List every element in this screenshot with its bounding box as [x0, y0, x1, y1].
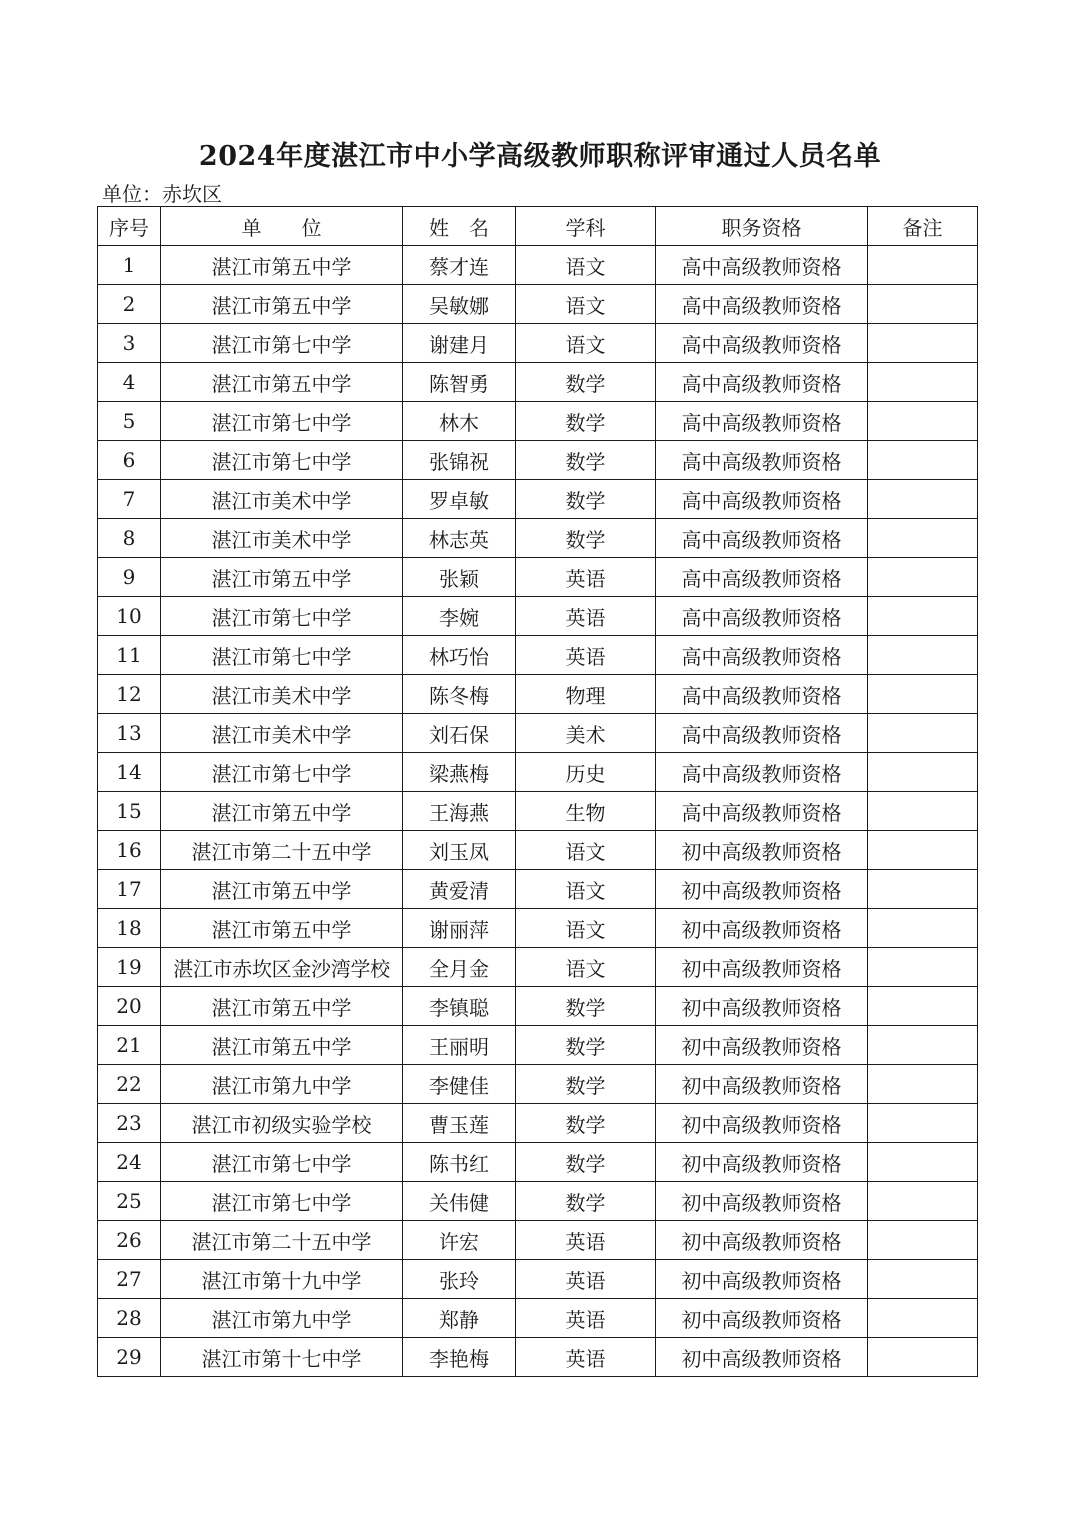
cell-subject: 数学 — [516, 1143, 656, 1182]
cell-qualification: 初中高级教师资格 — [656, 1338, 868, 1377]
cell-name: 曹玉莲 — [403, 1104, 516, 1143]
table-row — [98, 1260, 978, 1299]
table-row — [98, 402, 978, 441]
cell-name: 张锦祝 — [403, 441, 516, 480]
cell-name: 林木 — [403, 402, 516, 441]
cell-note — [868, 792, 978, 831]
table-row — [98, 519, 978, 558]
cell-no: 21 — [98, 1026, 161, 1065]
cell-unit: 湛江市第五中学 — [161, 792, 403, 831]
cell-qualification: 高中高级教师资格 — [656, 753, 868, 792]
cell-qualification: 初中高级教师资格 — [656, 1026, 868, 1065]
cell-qualification: 高中高级教师资格 — [656, 558, 868, 597]
cell-qualification: 高中高级教师资格 — [656, 402, 868, 441]
cell-name: 罗卓敏 — [403, 480, 516, 519]
cell-qualification: 初中高级教师资格 — [656, 1260, 868, 1299]
cell-no: 13 — [98, 714, 161, 753]
cell-note — [868, 402, 978, 441]
cell-unit: 湛江市第五中学 — [161, 285, 403, 324]
table-row — [98, 1065, 978, 1104]
table-row — [98, 948, 978, 987]
table-row — [98, 597, 978, 636]
cell-qualification: 初中高级教师资格 — [656, 948, 868, 987]
cell-qualification: 初中高级教师资格 — [656, 1143, 868, 1182]
cell-unit: 湛江市第五中学 — [161, 909, 403, 948]
cell-name: 李镇聪 — [403, 987, 516, 1026]
cell-name: 吴敏娜 — [403, 285, 516, 324]
cell-subject: 英语 — [516, 1299, 656, 1338]
cell-subject: 语文 — [516, 324, 656, 363]
header-name: 姓 名 — [403, 207, 516, 246]
cell-subject: 语文 — [516, 909, 656, 948]
cell-name: 林志英 — [403, 519, 516, 558]
cell-name: 黄爱清 — [403, 870, 516, 909]
cell-note — [868, 597, 978, 636]
cell-name: 全月金 — [403, 948, 516, 987]
cell-subject: 英语 — [516, 1338, 656, 1377]
cell-no: 25 — [98, 1182, 161, 1221]
cell-unit: 湛江市第七中学 — [161, 1182, 403, 1221]
cell-name: 李艳梅 — [403, 1338, 516, 1377]
cell-unit: 湛江市第七中学 — [161, 324, 403, 363]
cell-qualification: 初中高级教师资格 — [656, 1299, 868, 1338]
cell-no: 3 — [98, 324, 161, 363]
table-row — [98, 870, 978, 909]
cell-qualification: 初中高级教师资格 — [656, 1065, 868, 1104]
cell-unit: 湛江市初级实验学校 — [161, 1104, 403, 1143]
table-row — [98, 1026, 978, 1065]
table-row — [98, 675, 978, 714]
cell-note — [868, 324, 978, 363]
cell-name: 谢丽萍 — [403, 909, 516, 948]
cell-unit: 湛江市第九中学 — [161, 1065, 403, 1104]
cell-no: 9 — [98, 558, 161, 597]
cell-subject: 数学 — [516, 441, 656, 480]
cell-name: 李婉 — [403, 597, 516, 636]
cell-name: 李健佳 — [403, 1065, 516, 1104]
unit-label: 单位：赤坎区 — [102, 182, 222, 206]
cell-subject: 数学 — [516, 1182, 656, 1221]
cell-qualification: 高中高级教师资格 — [656, 636, 868, 675]
cell-note — [868, 363, 978, 402]
cell-unit: 湛江市第十七中学 — [161, 1338, 403, 1377]
cell-subject: 历史 — [516, 753, 656, 792]
cell-name: 刘石保 — [403, 714, 516, 753]
cell-name: 陈冬梅 — [403, 675, 516, 714]
cell-name: 陈书红 — [403, 1143, 516, 1182]
cell-note — [868, 285, 978, 324]
cell-unit: 湛江市赤坎区金沙湾学校 — [161, 948, 403, 987]
cell-no: 15 — [98, 792, 161, 831]
cell-name: 谢建月 — [403, 324, 516, 363]
cell-name: 梁燕梅 — [403, 753, 516, 792]
cell-subject: 英语 — [516, 597, 656, 636]
cell-subject: 数学 — [516, 1104, 656, 1143]
cell-qualification: 初中高级教师资格 — [656, 870, 868, 909]
cell-qualification: 高中高级教师资格 — [656, 480, 868, 519]
cell-name: 刘玉凤 — [403, 831, 516, 870]
cell-note — [868, 753, 978, 792]
cell-unit: 湛江市第二十五中学 — [161, 831, 403, 870]
cell-no: 16 — [98, 831, 161, 870]
cell-qualification: 高中高级教师资格 — [656, 324, 868, 363]
cell-no: 10 — [98, 597, 161, 636]
table-row — [98, 480, 978, 519]
cell-qualification: 高中高级教师资格 — [656, 285, 868, 324]
cell-unit: 湛江市第五中学 — [161, 558, 403, 597]
cell-no: 19 — [98, 948, 161, 987]
cell-subject: 数学 — [516, 1026, 656, 1065]
cell-unit: 湛江市美术中学 — [161, 714, 403, 753]
teacher-roster-table — [97, 206, 978, 1377]
cell-name: 王海燕 — [403, 792, 516, 831]
cell-subject: 语文 — [516, 285, 656, 324]
cell-no: 6 — [98, 441, 161, 480]
cell-no: 22 — [98, 1065, 161, 1104]
cell-unit: 湛江市第七中学 — [161, 597, 403, 636]
cell-note — [868, 1065, 978, 1104]
cell-note — [868, 831, 978, 870]
table-row — [98, 363, 978, 402]
cell-no: 24 — [98, 1143, 161, 1182]
cell-subject: 英语 — [516, 636, 656, 675]
cell-note — [868, 1299, 978, 1338]
cell-note — [868, 675, 978, 714]
cell-qualification: 初中高级教师资格 — [656, 831, 868, 870]
cell-qualification: 高中高级教师资格 — [656, 675, 868, 714]
cell-no: 17 — [98, 870, 161, 909]
table-row — [98, 909, 978, 948]
cell-qualification: 高中高级教师资格 — [656, 441, 868, 480]
cell-name: 蔡才连 — [403, 246, 516, 285]
cell-name: 王丽明 — [403, 1026, 516, 1065]
cell-note — [868, 480, 978, 519]
cell-qualification: 初中高级教师资格 — [656, 1221, 868, 1260]
cell-subject: 语文 — [516, 948, 656, 987]
cell-no: 2 — [98, 285, 161, 324]
cell-note — [868, 1260, 978, 1299]
table-row — [98, 1104, 978, 1143]
cell-no: 8 — [98, 519, 161, 558]
table-row — [98, 987, 978, 1026]
cell-unit: 湛江市第五中学 — [161, 870, 403, 909]
cell-subject: 数学 — [516, 987, 656, 1026]
cell-no: 4 — [98, 363, 161, 402]
table-row — [98, 1338, 978, 1377]
cell-no: 23 — [98, 1104, 161, 1143]
cell-note — [868, 1026, 978, 1065]
cell-subject: 数学 — [516, 519, 656, 558]
cell-unit: 湛江市第五中学 — [161, 363, 403, 402]
cell-subject: 物理 — [516, 675, 656, 714]
cell-unit: 湛江市美术中学 — [161, 519, 403, 558]
cell-subject: 英语 — [516, 558, 656, 597]
cell-note — [868, 1221, 978, 1260]
cell-qualification: 高中高级教师资格 — [656, 714, 868, 753]
cell-note — [868, 441, 978, 480]
table-row — [98, 441, 978, 480]
cell-unit: 湛江市第五中学 — [161, 987, 403, 1026]
header-note: 备注 — [868, 207, 978, 246]
cell-no: 28 — [98, 1299, 161, 1338]
cell-no: 7 — [98, 480, 161, 519]
table-row — [98, 831, 978, 870]
table-row — [98, 1299, 978, 1338]
cell-note — [868, 714, 978, 753]
cell-unit: 湛江市第七中学 — [161, 1143, 403, 1182]
cell-qualification: 高中高级教师资格 — [656, 363, 868, 402]
cell-unit: 湛江市美术中学 — [161, 675, 403, 714]
cell-note — [868, 870, 978, 909]
cell-name: 关伟健 — [403, 1182, 516, 1221]
cell-subject: 语文 — [516, 246, 656, 285]
table-row — [98, 1221, 978, 1260]
cell-qualification: 初中高级教师资格 — [656, 909, 868, 948]
cell-no: 12 — [98, 675, 161, 714]
cell-note — [868, 1143, 978, 1182]
cell-note — [868, 519, 978, 558]
cell-subject: 语文 — [516, 831, 656, 870]
cell-no: 1 — [98, 246, 161, 285]
cell-name: 张颖 — [403, 558, 516, 597]
table-row — [98, 1182, 978, 1221]
cell-subject: 数学 — [516, 402, 656, 441]
table-header-row — [98, 207, 978, 246]
cell-name: 林巧怡 — [403, 636, 516, 675]
cell-name: 陈智勇 — [403, 363, 516, 402]
table-row — [98, 753, 978, 792]
cell-unit: 湛江市第二十五中学 — [161, 1221, 403, 1260]
cell-no: 14 — [98, 753, 161, 792]
cell-no: 29 — [98, 1338, 161, 1377]
table-row — [98, 558, 978, 597]
cell-qualification: 初中高级教师资格 — [656, 987, 868, 1026]
cell-qualification: 初中高级教师资格 — [656, 1104, 868, 1143]
document-title: 2024年度湛江市中小学高级教师职称评审通过人员名单 — [198, 141, 882, 172]
cell-no: 5 — [98, 402, 161, 441]
header-subject: 学科 — [516, 207, 656, 246]
table-body — [98, 246, 978, 1377]
cell-no: 18 — [98, 909, 161, 948]
cell-note — [868, 948, 978, 987]
cell-unit: 湛江市第五中学 — [161, 246, 403, 285]
cell-note — [868, 636, 978, 675]
table-row — [98, 285, 978, 324]
cell-subject: 数学 — [516, 1065, 656, 1104]
cell-note — [868, 558, 978, 597]
header-qualification: 职务资格 — [656, 207, 868, 246]
cell-name: 张玲 — [403, 1260, 516, 1299]
cell-note — [868, 909, 978, 948]
table-row — [98, 792, 978, 831]
cell-qualification: 高中高级教师资格 — [656, 792, 868, 831]
cell-note — [868, 1182, 978, 1221]
header-no: 序号 — [98, 207, 161, 246]
cell-subject: 美术 — [516, 714, 656, 753]
cell-no: 27 — [98, 1260, 161, 1299]
cell-qualification: 高中高级教师资格 — [656, 597, 868, 636]
cell-no: 26 — [98, 1221, 161, 1260]
cell-note — [868, 1338, 978, 1377]
cell-no: 11 — [98, 636, 161, 675]
cell-subject: 英语 — [516, 1260, 656, 1299]
cell-unit: 湛江市第十九中学 — [161, 1260, 403, 1299]
cell-name: 郑静 — [403, 1299, 516, 1338]
table-row — [98, 636, 978, 675]
cell-note — [868, 246, 978, 285]
cell-subject: 语文 — [516, 870, 656, 909]
cell-no: 20 — [98, 987, 161, 1026]
cell-note — [868, 987, 978, 1026]
cell-unit: 湛江市第七中学 — [161, 753, 403, 792]
cell-unit: 湛江市第七中学 — [161, 636, 403, 675]
cell-unit: 湛江市第九中学 — [161, 1299, 403, 1338]
cell-subject: 英语 — [516, 1221, 656, 1260]
cell-subject: 生物 — [516, 792, 656, 831]
header-unit: 单 位 — [161, 207, 403, 246]
cell-name: 许宏 — [403, 1221, 516, 1260]
cell-qualification: 初中高级教师资格 — [656, 1182, 868, 1221]
table-row — [98, 246, 978, 285]
cell-unit: 湛江市第五中学 — [161, 1026, 403, 1065]
cell-qualification: 高中高级教师资格 — [656, 246, 868, 285]
cell-qualification: 高中高级教师资格 — [656, 519, 868, 558]
table-row — [98, 324, 978, 363]
cell-subject: 数学 — [516, 363, 656, 402]
cell-unit: 湛江市第七中学 — [161, 402, 403, 441]
cell-subject: 数学 — [516, 480, 656, 519]
cell-unit: 湛江市第七中学 — [161, 441, 403, 480]
cell-note — [868, 1104, 978, 1143]
table-row — [98, 1143, 978, 1182]
table-row — [98, 714, 978, 753]
cell-unit: 湛江市美术中学 — [161, 480, 403, 519]
